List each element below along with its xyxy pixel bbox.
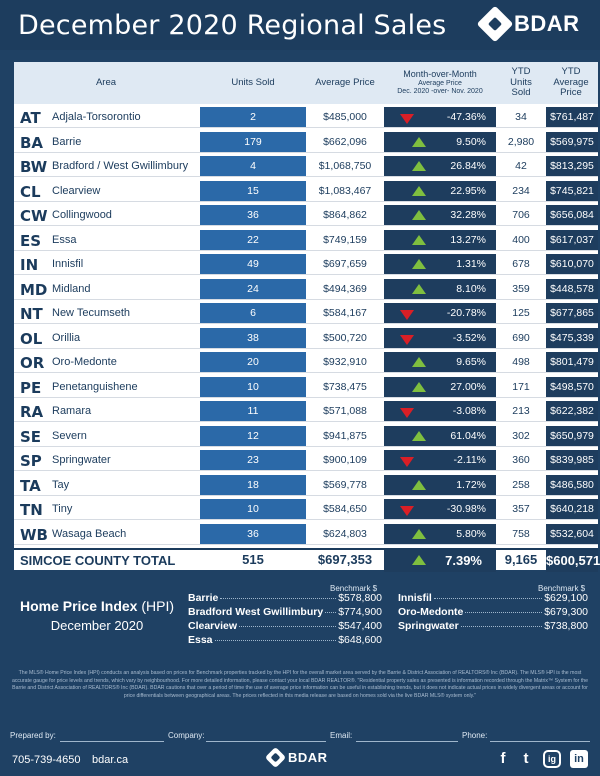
hpi-section <box>0 582 600 648</box>
average-price: $932,910 <box>323 356 367 368</box>
arrow-down-icon <box>400 506 414 516</box>
mom-pct: 9.65% <box>456 356 486 368</box>
table-row <box>14 155 598 177</box>
area-code: MD <box>20 280 48 299</box>
units-sold: 12 <box>200 426 306 446</box>
arrow-up-icon <box>412 259 426 269</box>
mom-change <box>384 499 496 519</box>
average-price: $1,068,750 <box>318 160 372 172</box>
page-header <box>0 0 600 50</box>
footer <box>0 748 600 776</box>
area-name: Wasaga Beach <box>52 527 127 540</box>
area-name: Collingwood <box>52 209 112 221</box>
arrow-up-icon <box>412 186 426 196</box>
hpi-area-label: Essa <box>188 634 213 646</box>
area-name: Midland <box>52 282 91 295</box>
ytd-units: 360 <box>512 454 530 466</box>
leader-dots <box>434 598 542 599</box>
arrow-down-icon <box>400 114 414 124</box>
leader-dots <box>465 612 542 613</box>
mom-header-line2: Average Price <box>418 80 462 88</box>
leader-dots <box>461 626 543 627</box>
footer-logo <box>268 750 328 765</box>
area-name: Orillia <box>52 331 81 344</box>
email-line <box>356 741 458 742</box>
footer-brand: BDAR <box>288 750 328 765</box>
area-name: Innisfil <box>52 258 84 270</box>
mom-change <box>384 450 496 470</box>
mom-change <box>384 426 496 446</box>
hpi-benchmark-value: $547,400 <box>338 620 382 632</box>
ytd-units: 678 <box>512 258 530 270</box>
ytd-units: 171 <box>512 380 530 393</box>
mom-pct: -47.36% <box>446 111 486 123</box>
hpi-area-label: Innisfil <box>398 592 432 604</box>
average-price: $584,167 <box>323 307 367 319</box>
arrow-up-icon <box>412 357 426 367</box>
average-price: $571,088 <box>323 405 367 417</box>
company-line <box>206 741 326 742</box>
arrow-down-icon <box>400 335 414 345</box>
col-header-ytd-avg <box>544 62 598 104</box>
ytd-units: 34 <box>515 111 527 123</box>
hpi-area-label: Barrie <box>188 592 219 604</box>
mom-header-line1: Month-over-Month <box>403 69 477 80</box>
arrow-up-icon <box>412 235 426 245</box>
table-row <box>14 425 598 447</box>
units-sold: 20 <box>200 352 306 372</box>
mom-pct: -3.08% <box>452 405 486 417</box>
units-sold: 23 <box>200 450 306 470</box>
units-sold: 49 <box>200 254 306 274</box>
ytd-units-header-line2: Units <box>510 76 532 88</box>
mom-change <box>384 279 496 299</box>
units-sold: 22 <box>200 230 306 250</box>
ytd-avg-price: $622,382 <box>546 401 598 421</box>
mom-change <box>384 328 496 348</box>
arrow-up-icon <box>412 382 426 392</box>
ytd-avg-price: $486,580 <box>546 475 598 495</box>
ytd-avg-price: $448,578 <box>546 279 598 299</box>
mom-change <box>384 254 496 274</box>
bdar-logo-icon <box>477 6 514 43</box>
area-name: Ramara <box>52 405 92 417</box>
mom-pct: 13.27% <box>450 233 486 246</box>
mom-change <box>384 230 496 250</box>
ytd-avg-price: $656,084 <box>546 205 598 225</box>
units-sold: 10 <box>200 499 306 519</box>
average-price: $494,369 <box>323 282 367 295</box>
ytd-avg-price: $801,479 <box>546 352 598 372</box>
ytd-units: 125 <box>512 307 530 319</box>
area-code: CW <box>20 207 48 225</box>
arrow-up-icon <box>412 480 426 490</box>
hpi-title-light: (HPI) <box>141 598 175 614</box>
units-sold: 6 <box>200 303 306 323</box>
area-code: RA <box>20 403 44 421</box>
average-price: $485,000 <box>323 111 367 123</box>
units-sold: 4 <box>200 156 306 176</box>
area-name: Severn <box>52 429 87 442</box>
area-code: ES <box>20 231 42 250</box>
average-price: $1,083,467 <box>318 184 372 197</box>
mom-pct: 1.31% <box>456 258 486 270</box>
mom-change <box>384 181 496 201</box>
ytd-avg-price: $650,979 <box>546 426 598 446</box>
total-row <box>14 548 598 570</box>
ytd-units: 706 <box>512 209 530 221</box>
brand-name: BDAR <box>514 11 580 36</box>
col-header-mom <box>382 62 498 104</box>
area-name: New Tecumseth <box>52 307 131 319</box>
units-sold: 179 <box>200 132 306 152</box>
total-mom-pct: 7.39% <box>445 553 482 568</box>
hpi-benchmark-row <box>188 606 382 618</box>
area-code: TA <box>20 476 41 495</box>
units-sold: 24 <box>200 279 306 299</box>
ytd-units: 2,980 <box>507 135 535 148</box>
area-name: Springwater <box>52 454 111 466</box>
units-sold: 36 <box>200 524 306 544</box>
average-price: $900,109 <box>323 454 367 466</box>
ytd-avg-header-line2: Average <box>553 76 589 88</box>
table-row <box>14 523 598 545</box>
ytd-units: 400 <box>512 233 530 246</box>
hpi-benchmark-value: $578,800 <box>338 592 382 604</box>
ytd-units-header-line1: YTD <box>511 66 531 78</box>
mom-change <box>384 132 496 152</box>
ytd-avg-price: $640,218 <box>546 499 598 519</box>
units-sold: 2 <box>200 107 306 127</box>
area-name: Bradford / West Gwillimbury <box>52 160 189 172</box>
footer-website[interactable]: bdar.ca <box>92 754 129 766</box>
area-code: PE <box>20 378 42 397</box>
area-code: AT <box>20 109 41 127</box>
table-row <box>14 327 598 349</box>
average-price: $662,096 <box>323 135 367 148</box>
mom-pct: 32.28% <box>450 209 486 221</box>
mom-change <box>384 524 496 544</box>
prepared-by-label: Prepared by: <box>10 731 56 740</box>
table-row <box>14 302 598 324</box>
mom-pct: -2.11% <box>453 454 486 466</box>
leader-dots <box>325 612 336 613</box>
area-name: Adjala-Torsorontio <box>52 111 141 123</box>
hpi-benchmark-row <box>398 592 588 604</box>
ytd-avg-price: $569,975 <box>546 132 598 152</box>
average-price: $697,659 <box>323 258 367 270</box>
instagram-icon[interactable]: ig <box>543 750 561 768</box>
average-price: $941,875 <box>323 429 367 442</box>
ytd-avg-price: $532,604 <box>546 524 598 544</box>
ytd-units: 258 <box>512 478 530 491</box>
hpi-benchmark-value: $629,100 <box>544 592 588 604</box>
hpi-area-label: Bradford West Gwillimbury <box>188 606 324 618</box>
mom-change <box>384 303 496 323</box>
mom-change <box>384 475 496 495</box>
table-row <box>14 449 598 471</box>
table-row <box>14 351 598 373</box>
disclaimer: The MLS® Home Price Index (HPI) conducts an analysis based on prices for Benchmark properties tracked by the HPI for the overall market area served by the Barrie & District Association of REALTORS® Inc (BDAR). The MLS® HPI is the most accurate gauge for price levels and trends, which vary by neighbourhood. For more detailed information, please contact your local BDAR REALTOR®. "Residential property sales as presented is information recorded through the Matrix™ System for the Barrie and District Association of REALTORS® Inc (BDAR). BDAR cautions that over a period of time the use of average price information can be useful in establishing trends, but it does not indicate actual prices in widely divergent areas or account for price differentials between geographical areas. The prices reflected in this media release are based on homes sold via the live BDAR MLS® system only." <box>11 670 589 699</box>
table-row <box>14 498 598 520</box>
average-price: $569,778 <box>323 478 367 491</box>
mom-pct: 22.95% <box>450 184 486 197</box>
area-code: TN <box>20 501 43 519</box>
mom-change <box>384 205 496 225</box>
average-price: $500,720 <box>323 331 367 344</box>
average-price: $749,159 <box>323 233 367 246</box>
area-name: Essa <box>52 233 77 246</box>
hpi-benchmark-value: $679,300 <box>544 606 588 618</box>
hpi-benchmark-row <box>398 620 588 632</box>
mom-pct: 5.80% <box>456 527 486 540</box>
table-row <box>14 180 598 202</box>
table-row <box>14 474 598 496</box>
hpi-title-bold: Home Price Index <box>19 598 138 614</box>
total-ytd-units: 9,165 <box>504 552 538 567</box>
footer-phone[interactable]: 705-739-4650 <box>12 754 81 766</box>
ytd-avg-price: $475,339 <box>546 328 598 348</box>
ytd-avg-header-line1: YTD <box>561 66 581 78</box>
total-mom <box>384 550 496 572</box>
twitter-icon[interactable]: t <box>523 750 529 767</box>
ytd-avg-price: $813,295 <box>546 156 598 176</box>
email-label: Email: <box>330 731 353 740</box>
mom-pct: 1.72% <box>456 478 486 491</box>
ytd-units-header-line3: Sold <box>511 87 531 99</box>
arrow-up-icon <box>412 210 426 220</box>
table-row <box>14 204 598 226</box>
arrow-up-icon <box>412 284 426 294</box>
ytd-avg-price: $677,865 <box>546 303 598 323</box>
ytd-units: 213 <box>512 405 530 417</box>
ytd-units: 359 <box>512 282 530 295</box>
arrow-down-icon <box>400 310 414 320</box>
mom-pct: 8.10% <box>456 282 486 295</box>
average-price: $584,650 <box>323 503 367 515</box>
leader-dots <box>220 598 336 599</box>
total-avg: $697,353 <box>317 552 373 567</box>
prepared-by-line <box>60 741 164 742</box>
area-name: Tiny <box>52 503 73 515</box>
leader-dots <box>215 640 337 641</box>
ytd-units: 758 <box>512 527 530 540</box>
signature-row <box>10 731 590 743</box>
ytd-units: 357 <box>512 503 530 515</box>
mom-pct: 26.84% <box>450 160 486 172</box>
area-code: SE <box>20 427 42 446</box>
units-sold: 11 <box>200 401 306 421</box>
mom-pct: -30.98% <box>446 503 486 515</box>
table-row <box>14 106 598 128</box>
ytd-avg-price: $617,037 <box>546 230 598 250</box>
hpi-benchmark-row <box>188 620 382 632</box>
area-code: WB <box>20 525 48 544</box>
leader-dots <box>239 626 336 627</box>
hpi-title <box>8 598 186 614</box>
hpi-benchmark-row <box>398 606 588 618</box>
mom-pct: -20.78% <box>446 307 486 319</box>
area-name: Penetanguishene <box>52 380 138 393</box>
mom-pct: 61.04% <box>450 429 486 442</box>
average-price: $738,475 <box>323 380 367 393</box>
sales-table <box>14 62 598 570</box>
area-code: NT <box>20 305 43 323</box>
hpi-area-label: Oro-Medonte <box>398 606 464 618</box>
hpi-area-label: Springwater <box>398 620 459 632</box>
ytd-avg-header-line3: Price <box>560 87 582 99</box>
area-name: Clearview <box>52 184 101 197</box>
ytd-avg-price: $761,487 <box>546 107 598 127</box>
hpi-benchmark-value: $774,900 <box>338 606 382 618</box>
hpi-benchmark-row <box>188 634 382 646</box>
mom-change <box>384 377 496 397</box>
ytd-units: 234 <box>512 184 530 197</box>
area-code: SP <box>20 452 42 470</box>
company-label: Company: <box>168 731 205 740</box>
area-code: OL <box>20 329 43 348</box>
col-header-units-sold: Units Sold <box>231 76 275 88</box>
arrow-down-icon <box>400 408 414 418</box>
mom-change <box>384 156 496 176</box>
hpi-subtitle: December 2020 <box>50 618 144 633</box>
ytd-units: 302 <box>512 429 530 442</box>
ytd-avg-price: $745,821 <box>546 181 598 201</box>
ytd-units: 42 <box>515 160 527 172</box>
col-header-average-price: Average Price <box>315 76 375 88</box>
arrow-down-icon <box>400 457 414 467</box>
facebook-icon[interactable]: f <box>500 750 506 767</box>
table-row <box>14 400 598 422</box>
mom-change <box>384 352 496 372</box>
area-code: BW <box>20 158 48 176</box>
table-row <box>14 253 598 275</box>
arrow-up-icon <box>412 137 426 147</box>
table-row <box>14 376 598 398</box>
table-row <box>14 278 598 300</box>
area-name: Oro-Medonte <box>52 356 117 368</box>
hpi-area-label: Clearview <box>188 620 238 632</box>
total-ytd-avg: $600,571 <box>546 550 598 572</box>
area-code: OR <box>20 354 45 372</box>
brand-logo <box>482 11 580 37</box>
ytd-units: 498 <box>512 356 530 368</box>
arrow-up-icon <box>412 161 426 171</box>
mom-pct: -3.52% <box>452 331 486 344</box>
units-sold: 15 <box>200 181 306 201</box>
average-price: $864,862 <box>323 209 367 221</box>
mom-change <box>384 401 496 421</box>
bdar-logo-icon <box>265 747 286 768</box>
average-price: $624,803 <box>323 527 367 540</box>
arrow-up-icon <box>412 529 426 539</box>
hpi-benchmark-value: $648,600 <box>338 634 382 646</box>
benchmark-label-right: Benchmark $ <box>538 584 586 593</box>
ytd-avg-price: $839,985 <box>546 450 598 470</box>
ytd-avg-price: $498,570 <box>546 377 598 397</box>
mom-header-line3: Dec. 2020 -over- Nov. 2020 <box>397 87 483 95</box>
mom-pct: 9.50% <box>456 135 486 148</box>
arrow-up-icon <box>412 431 426 441</box>
page-title: December 2020 Regional Sales <box>18 10 447 41</box>
total-units: 515 <box>242 552 264 567</box>
table-row <box>14 229 598 251</box>
linkedin-icon[interactable]: in <box>570 750 588 768</box>
col-header-area: Area <box>95 76 117 88</box>
units-sold: 38 <box>200 328 306 348</box>
ytd-units: 690 <box>512 331 530 344</box>
total-label: SIMCOE COUNTY TOTAL <box>20 553 176 568</box>
units-sold: 18 <box>200 475 306 495</box>
benchmark-label-left: Benchmark $ <box>330 584 378 593</box>
phone-line <box>490 741 590 742</box>
ytd-avg-price: $610,070 <box>546 254 598 274</box>
area-name: Barrie <box>52 135 82 148</box>
mom-pct: 27.00% <box>450 380 486 393</box>
area-name: Tay <box>52 478 70 491</box>
arrow-up-icon <box>412 555 426 565</box>
area-code: BA <box>20 133 44 152</box>
phone-label: Phone: <box>462 731 488 740</box>
hpi-benchmark-row <box>188 592 382 604</box>
table-row <box>14 131 598 153</box>
table-header <box>14 62 598 104</box>
area-code: CL <box>20 182 41 201</box>
units-sold: 10 <box>200 377 306 397</box>
units-sold: 36 <box>200 205 306 225</box>
area-code: IN <box>20 256 39 274</box>
mom-change <box>384 107 496 127</box>
hpi-benchmark-value: $738,800 <box>544 620 588 632</box>
col-header-ytd-units <box>498 62 544 104</box>
